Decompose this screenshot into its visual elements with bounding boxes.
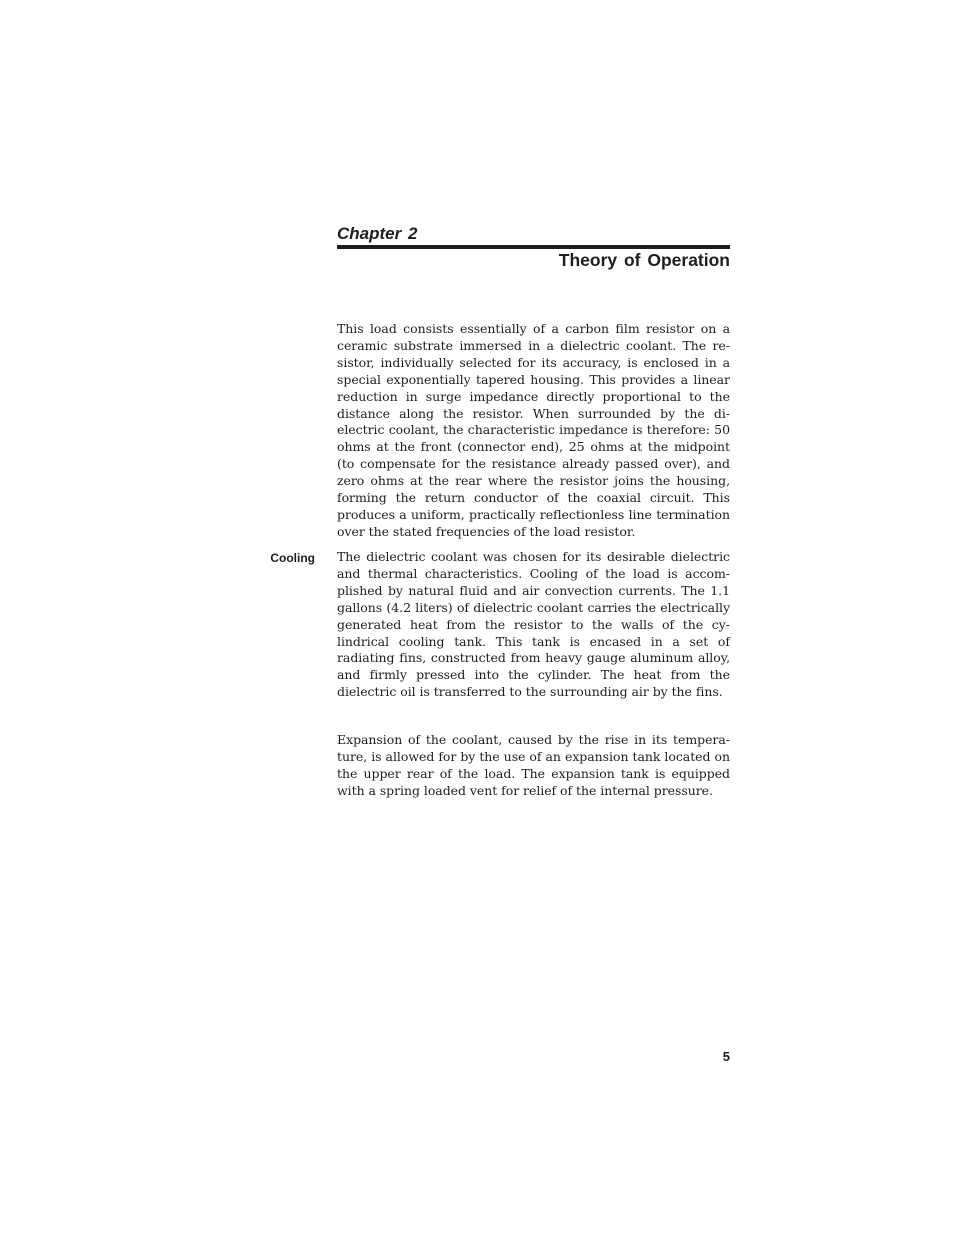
page-number: 5 [722,1049,730,1064]
chapter-title: Theory of Operation [558,250,730,270]
expansion-paragraph: Expansion of the coolant, caused by the rise in its temperature, is allowed for by the use of an expansion tank located on the upper rear of the load. The expansion tank is equipped with a spring loaded vent for relief of the internal pressure. [337,732,730,798]
cooling-side-heading: Cooling [270,551,315,565]
cooling-paragraph: The dielectric coolant was chosen for its desirable dielectric and thermal characteristics. Cooling of the load is accomplished by natural fluid and air convection currents. The 1.1 gallons (4.2 liters) of dielectric coolant carries the electrically generated heat from the resistor to the walls of the cylindrical cooling tank. This tank is encased in a set of radiating fins, constructed from heavy gauge aluminum alloy, and firmly pressed into the cylinder. The heat from the dielectric oil is transferred to the surrounding air by the fins. [337,549,730,700]
chapter-label: Chapter 2 [337,224,418,243]
intro-paragraph: This load consists essentially of a carbon film resistor on a ceramic substrate immersed in a dielectric coolant. The resistor, individually selected for its accuracy, is enclosed in a special exponentially tapered housing. This provides a linear reduction in surge impedance directly proportional to the distance along the resistor. When surrounded by the dielectric coolant, the characteristic impedance is therefore: 50 ohms at the front (connector end), 25 ohms at the midpoint (to compensate for the resistance already passed over), and zero ohms at the rear where the resistor joins the housing, forming the return conductor of the coaxial circuit. This produces a uniform, practically reflectionless line termination over the stated frequencies of the load resistor. [337,321,730,539]
